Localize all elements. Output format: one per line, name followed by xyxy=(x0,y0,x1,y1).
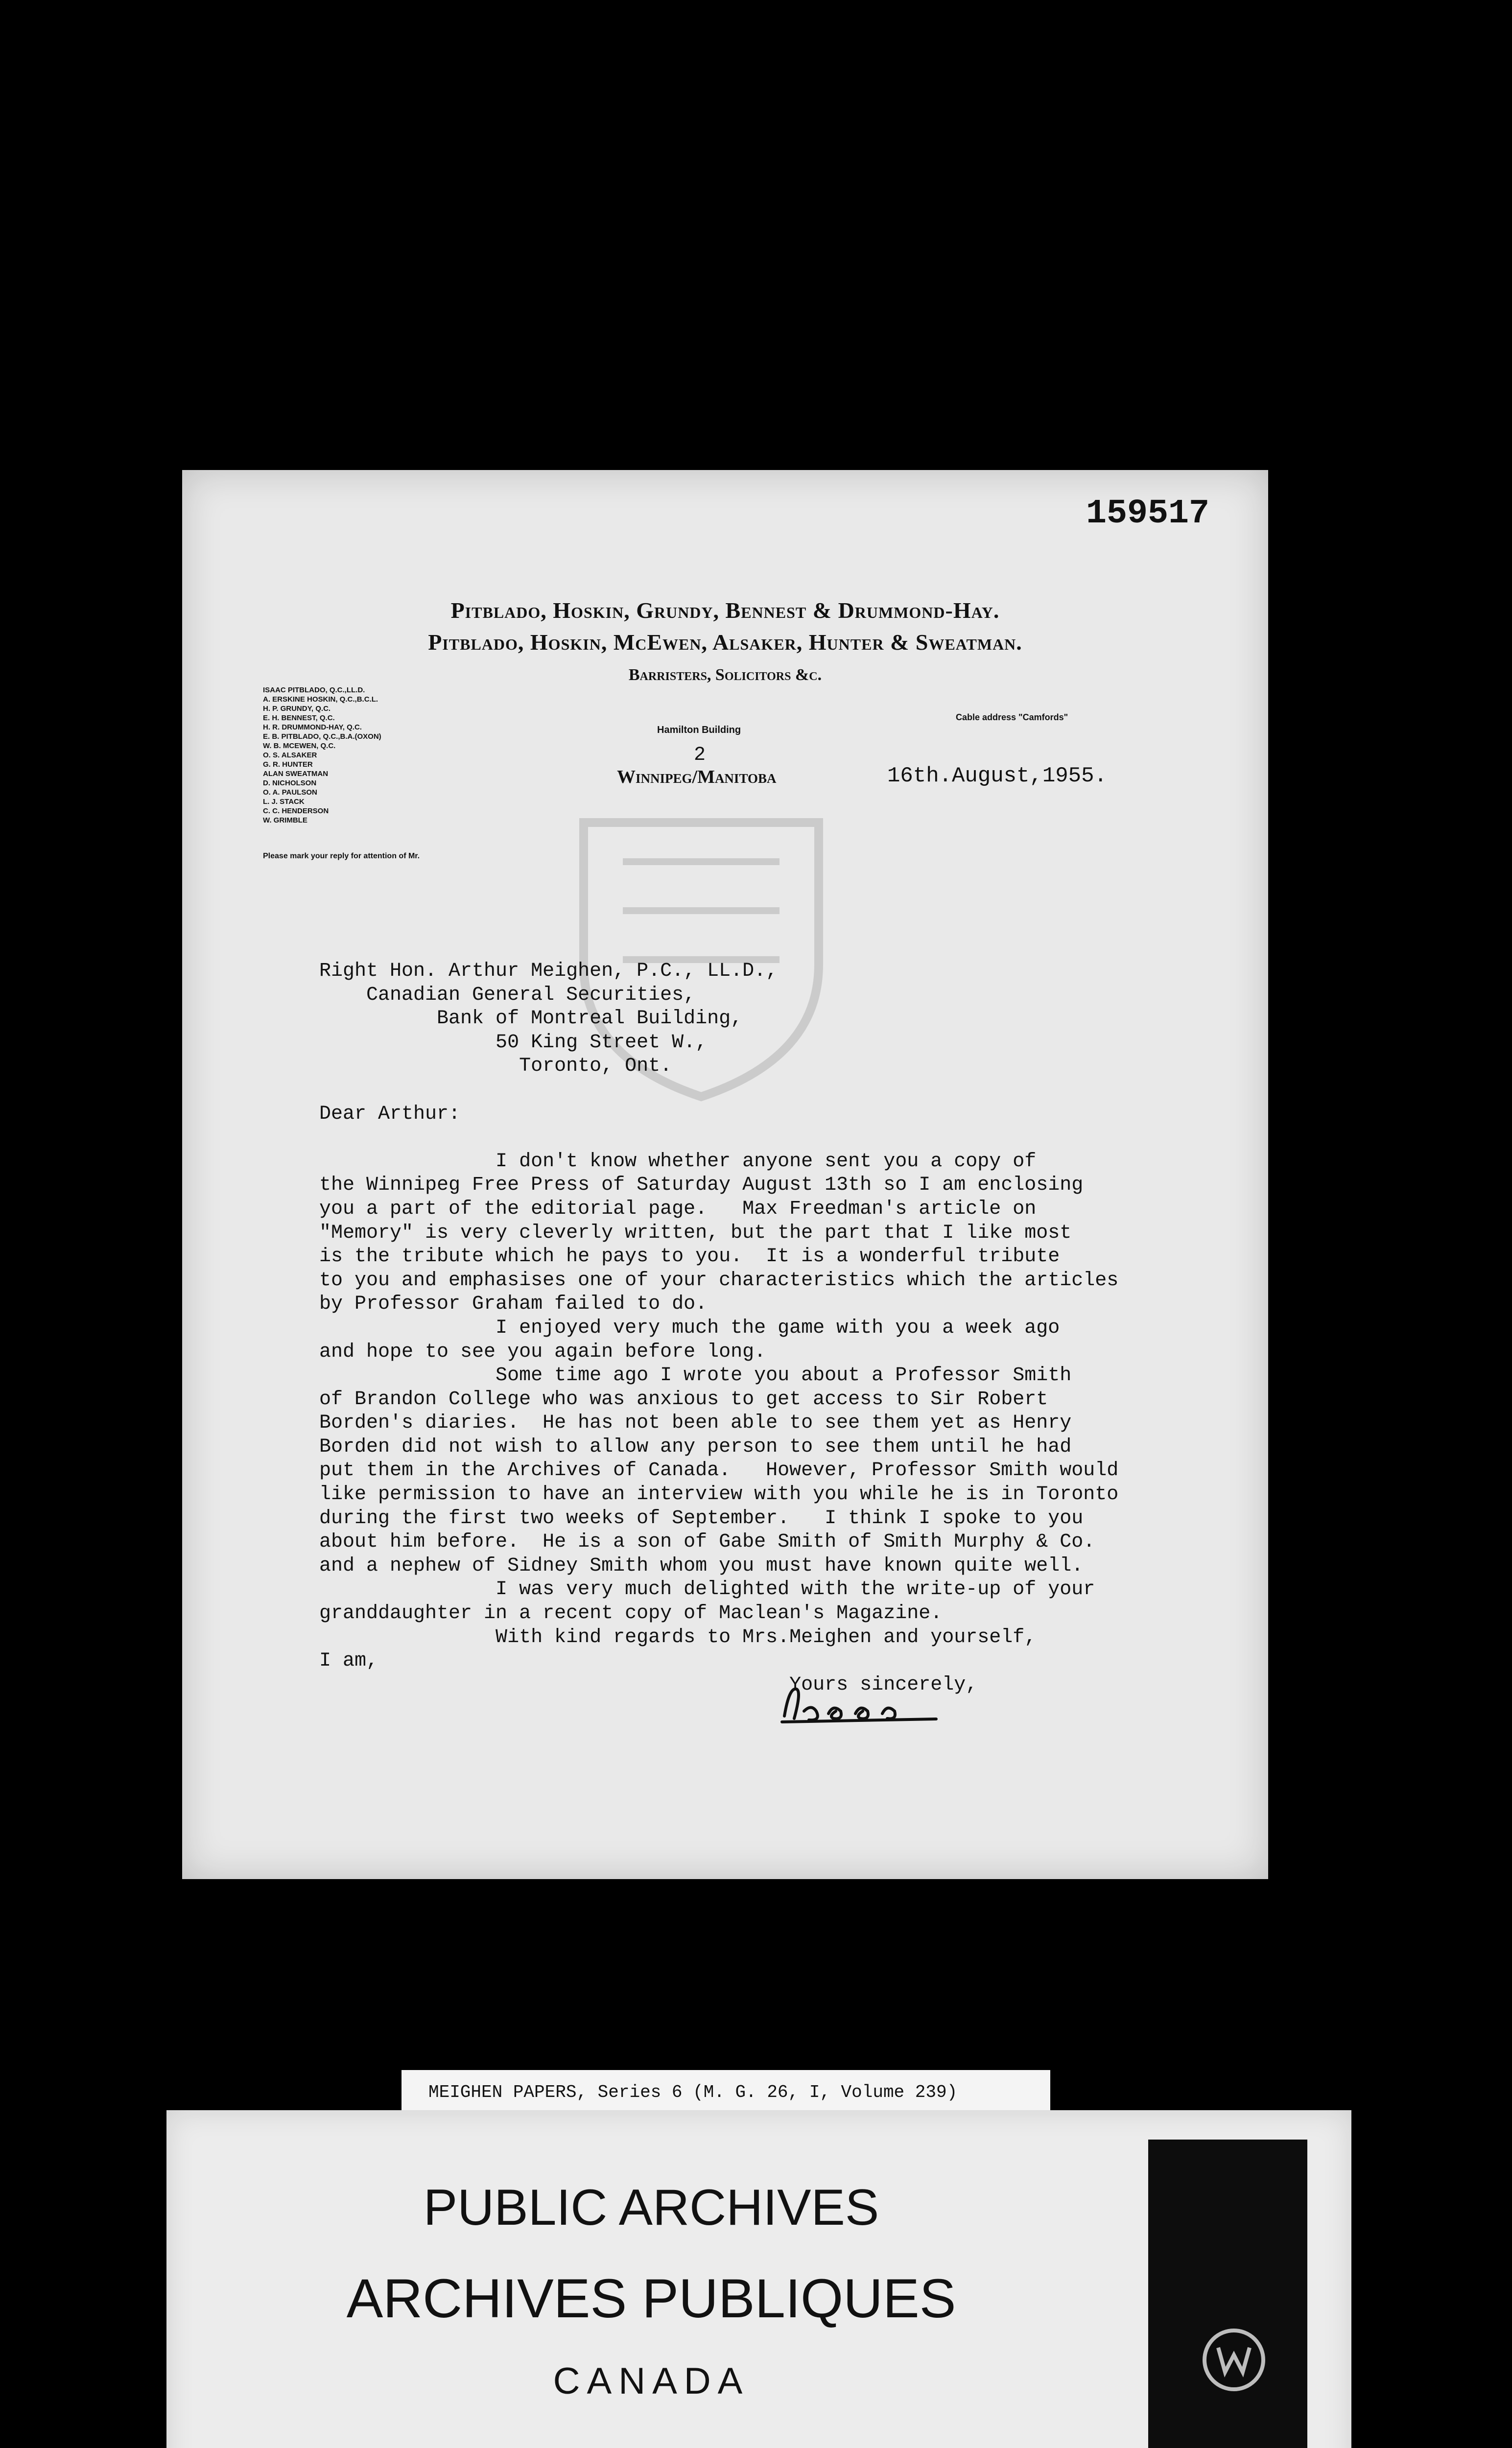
archive-line-3: CANADA xyxy=(553,2360,750,2402)
body-line: Borden did not wish to allow any person to see them until he had xyxy=(319,1436,1072,1458)
letter-date: 16th.August,1955. xyxy=(887,764,1107,788)
body-line: Borden's diaries. He has not been able to see them yet as Henry xyxy=(319,1412,1072,1435)
body-line: With kind regards to Mrs.Meighen and yourself, xyxy=(319,1626,1037,1648)
archive-reference-label: MEIGHEN PAPERS, Series 6 (M. G. 26, I, Volume 239) xyxy=(402,2070,1050,2115)
partner-list xyxy=(263,685,381,825)
reply-note: Please mark your reply for attention of Mr. xyxy=(263,852,420,860)
archive-line-2: ARCHIVES PUBLIQUES xyxy=(346,2268,956,2329)
document-number: 159517 xyxy=(1086,494,1209,533)
body-line: Toronto, Ont. xyxy=(319,1055,672,1078)
body-line: by Professor Graham failed to do. xyxy=(319,1293,708,1316)
body-line: 50 King Street W., xyxy=(319,1031,708,1054)
body-line xyxy=(319,1126,1240,1150)
body-line: Dear Arthur: xyxy=(319,1103,461,1125)
body-line: I was very much delighted with the write-up of your xyxy=(319,1578,1095,1601)
partner-name: O. S. ALSAKER xyxy=(263,751,317,759)
firm-name-line-2: Pitblado, Hoskin, McEwen, Alsaker, Hunter & Sweatman. xyxy=(428,630,1022,655)
archives-emblem-icon xyxy=(1200,2326,1268,2394)
body-line: to you and emphasises one of your characteristics which the articles xyxy=(319,1269,1119,1292)
body-line: during the first two weeks of September. I think I spoke to you xyxy=(319,1507,1084,1530)
body-line: like permission to have an interview with you while he is in Toronto xyxy=(319,1483,1119,1506)
body-line: granddaughter in a recent copy of Maclean's Magazine. xyxy=(319,1602,943,1625)
body-line: and a nephew of Sidney Smith whom you must have known quite well. xyxy=(319,1554,1084,1577)
body-line: of Brandon College who was anxious to get access to Sir Robert xyxy=(319,1388,1048,1411)
handwritten-signature xyxy=(775,1677,951,1731)
letter-page xyxy=(182,470,1268,1879)
body-line: you a part of the editorial page. Max Freedman's article on xyxy=(319,1198,1037,1220)
firm-subtitle: Barristers, Solicitors &c. xyxy=(628,666,822,684)
body-line: Right Hon. Arthur Meighen, P.C., LL.D., xyxy=(319,960,778,982)
partner-name: O. A. PAULSON xyxy=(263,788,317,797)
archive-line-1: PUBLIC ARCHIVES xyxy=(423,2179,879,2236)
body-line: "Memory" is very cleverly written, but the part that I like most xyxy=(319,1222,1072,1244)
body-line: and hope to see you again before long. xyxy=(319,1341,766,1363)
body-line: I am, xyxy=(319,1650,378,1672)
partner-name: C. C. HENDERSON xyxy=(263,807,329,815)
body-line: about him before. He is a son of Gabe Smith of Smith Murphy & Co. xyxy=(319,1531,1095,1554)
city-line: Winnipeg/Manitoba xyxy=(617,767,777,787)
partner-name: W. B. MCEWEN, Q.C. xyxy=(263,742,336,750)
partner-name: ALAN SWEATMAN xyxy=(263,770,329,778)
partner-name: E. B. PITBLADO, Q.C.,B.A.(OXON) xyxy=(263,732,381,741)
partner-name: W. GRIMBLE xyxy=(263,816,307,824)
partner-name: E. H. BENNEST, Q.C. xyxy=(263,714,335,722)
page-number: 2 xyxy=(694,744,706,766)
archive-box xyxy=(1148,2140,1307,2448)
letter-body xyxy=(319,960,1240,1697)
body-line: Bank of Montreal Building, xyxy=(319,1008,743,1030)
archive-strip xyxy=(166,2110,1351,2448)
body-line: is the tribute which he pays to you. It is a wonderful tribute xyxy=(319,1246,1060,1268)
partner-name: L. J. STACK xyxy=(263,798,305,806)
body-line: I don't know whether anyone sent you a copy of xyxy=(319,1150,1037,1173)
cable-address: Cable address "Camfords" xyxy=(956,712,1068,722)
body-line: Yours sincerely, xyxy=(319,1673,978,1696)
partner-name: A. ERSKINE HOSKIN, Q.C.,B.C.L. xyxy=(263,695,378,704)
body-line: Some time ago I wrote you about a Professor Smith xyxy=(319,1365,1072,1387)
partner-name: H. R. DRUMMOND-HAY, Q.C. xyxy=(263,723,362,731)
firm-name-line-1: Pitblado, Hoskin, Grundy, Bennest & Drummond-Hay. xyxy=(450,598,1000,623)
body-line xyxy=(319,1079,1240,1103)
partner-name: G. R. HUNTER xyxy=(263,760,313,769)
building-name: Hamilton Building xyxy=(657,725,741,735)
partner-name: H. P. GRUNDY, Q.C. xyxy=(263,705,331,713)
partner-name: D. NICHOLSON xyxy=(263,779,317,787)
body-line: the Winnipeg Free Press of Saturday August 13th so I am enclosing xyxy=(319,1174,1084,1197)
partner-name: ISAAC PITBLADO, Q.C.,LL.D. xyxy=(263,686,365,694)
body-line: put them in the Archives of Canada. However, Professor Smith would xyxy=(319,1459,1119,1482)
body-line: I enjoyed very much the game with you a week ago xyxy=(319,1317,1060,1339)
body-line: Canadian General Securities, xyxy=(319,984,696,1006)
